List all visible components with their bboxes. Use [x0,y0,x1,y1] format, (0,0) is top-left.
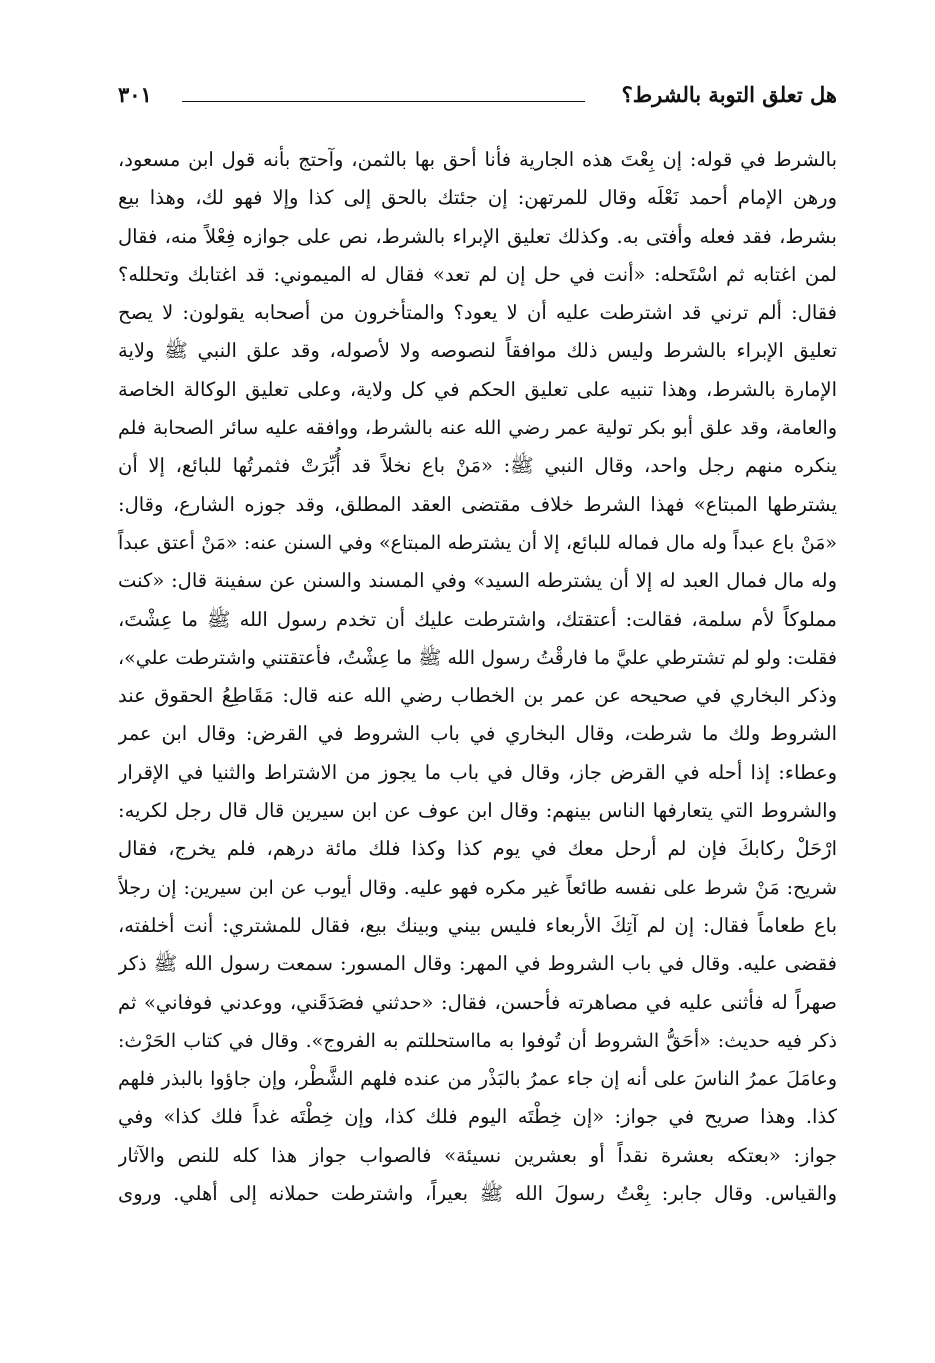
text-line: بشرط، فقد فعله وأفتى به. وكذلك تعليق الإبراء بالشرط، نص على جوازه فِعْلاً منه، فقال [118,224,837,248]
running-header [118,80,837,116]
text-line: مملوكاً لأم سلمة، فقالت: أعتقتك، واشترطت عليك أن تخدم رسول الله ﷺ ما عِشْتَ، [118,607,837,631]
text-line: وعامَلَ عمرُ الناسَ على أنه إن جاء عمرُ بالبَذْر من عنده فلهم الشَّطْر، وإن جاؤوا بالبذر فلهم [118,1068,837,1091]
text-line: صهراً له فأثنى عليه في مصاهرته فأحسن، فقال: «حدثني فصَدَقَني، ووعدني فوفاني» ثم [118,990,837,1014]
text-line: والقياس. وقال جابر: بِعْتُ رسولَ الله ﷺ بعيراً، واشترطت حملانه إلى أهلي. وروى [118,1182,837,1206]
text-line: ورهن الإمام أحمد نَعْلَه وقال للمرتهن: إن جئتك بالحق إلى كذا وإلا فهو لك، وهذا بيع [118,186,837,210]
text-line: يشترطها المبتاع» فهذا الشرط خلاف مقتضى العقد المطلق، وقد جوزه الشارع، وقال: [118,492,837,516]
text-line: ذكر فيه حديث: «أحَقُّ الشروط أن تُوفوا به مااستحللتم به الفروج». وقال في كتاب الحَرْث: [118,1029,837,1052]
text-line: وعطاء: إذا أحله في القرض جاز، وقال في باب ما يجوز من الاشتراط والثنيا في الإقرار [118,760,837,784]
text-line: فقال: ألم ترني قد اشترطت عليه أن لا يعود؟ والمتأخرون من أصحابه يقولون: لا يصح [118,301,837,325]
text-line: باع طعاماً فقال: إن لم آتِكَ الأربعاء فليس بيني وبينك بيع، فقال للمشتري: أنت أخلفته، [118,913,837,937]
text-line: لمن اغتابه ثم اسْتَحله: «أنت في حل إن لم تعد» فقال له الميموني: قد اغتابك وتحلله؟ [118,262,837,286]
text-line: الشروط ولك ما شرطت، وقال البخاري في باب الشروط في القرض: وقال ابن عمر [118,722,837,746]
text-line: فقضى عليه. وقال في باب الشروط في المهر: وقال المسور: سمعت رسول الله ﷺ ذكر [118,952,837,976]
text-line: «مَنْ باع عبداً وله مال فماله للبائع، إلا أن يشترطه المبتاع» وفي السنن عنه: «مَنْ أعتق عبداً [118,531,837,554]
text-line: فقلت: ولو لم تشترطي عليَّ ما فارقْتُ رسول الله ﷺ ما عِشْتُ، فأعتقتني واشترطت علي»، [118,646,837,669]
text-line: وله مال فمال العبد له إلا أن يشترطه السيد» وفي المسند والسنن عن سفينة قال: «كنت [118,569,837,593]
text-line: والعامة، وقد علق أبو بكر تولية عمر رضي الله عنه بالشرط، ووافقه عليه سائر الصحابة فلم [118,417,837,440]
text-line: والشروط التي يتعارفها الناس بينهم: وقال ابن عوف عن ابن سيرين قال قال رجل لكريه: [118,799,837,823]
text-line: الإمارة بالشرط، وهذا تنبيه على تعليق الحكم في كل ولاية، وعلى تعليق الوكالة الخاصة [118,377,837,401]
header-rule [182,101,585,102]
text-line: ارْحَلْ ركابكَ فإن لم أرحل معك في يوم كذا وكذا فلك مائة درهم، فلم يخرج، فقال [118,837,837,861]
text-line: جواز: «بعتكه بعشرة نقداً أو بعشرين نسيئة» فالصواب جواز هذا كله للنص والآثار [118,1143,837,1167]
chapter-title: هل تعلق التوبة بالشرط؟ [621,82,837,107]
text-line: ينكره منهم رجل واحد، وقال النبي ﷺ: «مَنْ باع نخلاً قد أُبِّرَتْ فثمرتُها للبائع، إلا أن [118,454,837,478]
text-line: بالشرط في قوله: إن بِعْتَ هذه الجارية فأنا أحق بها بالثمن، وآحتج بأنه قول ابن مسعود، [118,148,837,171]
text-line: وذكر البخاري في صحيحه عن عمر بن الخطاب رضي الله عنه قال: مَقَاطِعُ الحقوق عند [118,684,837,708]
text-line: شريح: مَنْ شرط على نفسه طائعاً غير مكره فهو عليه. وقال أيوب عن ابن سيرين: إن رجلاً [118,876,837,899]
body-text [118,141,837,1213]
text-line: كذا. وهذا صريح في جواز: «إن خِطْتَه اليوم فلك كذا، وإن خِطْتَه غداً فلك كذا» وفي [118,1105,837,1129]
text-line: تعليق الإبراء بالشرط وليس ذلك موافقاً لنصوصه ولا لأصوله، وقد علق النبي ﷺ ولاية [118,339,837,363]
page-number: ٣٠١ [118,82,152,107]
